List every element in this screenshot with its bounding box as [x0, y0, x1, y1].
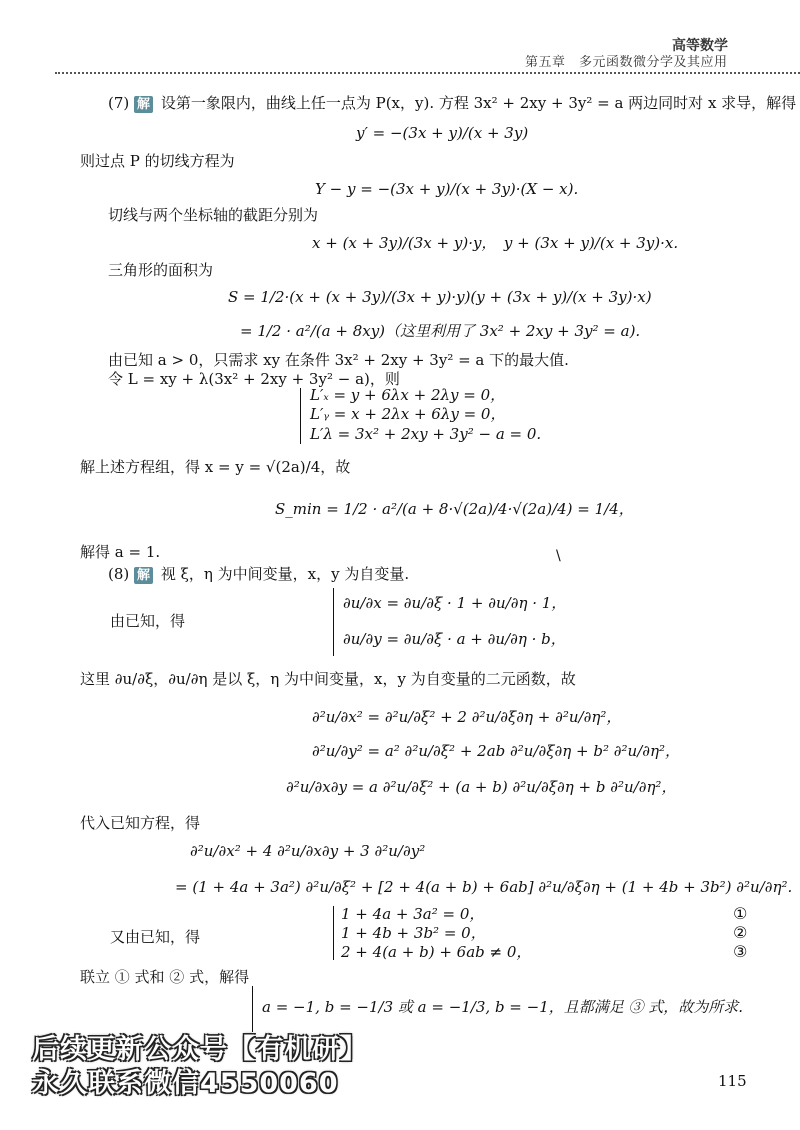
part7-tangent-equation: Y − y = −(3x + y)/(x + 3y)·(X − x). [315, 180, 579, 198]
part8-number: (8) [108, 565, 130, 583]
chapter-title: 第五章 多元函数微分学及其应用 [525, 55, 728, 70]
part7-tangent-intro: 则过点 P 的切线方程为 [80, 152, 235, 170]
part7-system-eq1: L′ₓ = y + 6λx + 2λy = 0， [310, 386, 506, 404]
part8-intro-line [108, 565, 409, 584]
stray-mark: \ [556, 548, 561, 564]
part8-combine: 联立 ① 式和 ② 式，解得 [80, 968, 250, 986]
part8-solution-brace [252, 986, 259, 1032]
header-divider [55, 72, 800, 74]
part7-intercepts-intro: 切线与两个坐标轴的截距分别为 [108, 206, 319, 224]
part8-second-deriv2: ∂²u/∂y² = a² ∂²u/∂ξ² + 2ab ∂²u/∂ξ∂η + b² ∂²u/∂η²， [312, 742, 681, 760]
condition-mark-2: ② [733, 923, 748, 942]
part7-intercepts: x + (x + 3y)/(3x + y)·y， y + (3x + y)/(x + 3y)·x. [312, 234, 679, 252]
part8-known-label: 由已知，得 [110, 612, 186, 630]
part7-system-eq3: L′λ = 3x² + 2xy + 3y² − a = 0. [310, 425, 542, 443]
part7-result: 解得 a = 1. [80, 543, 161, 561]
part8-condition2: 1 + 4b + 3b² = 0， [341, 924, 486, 942]
part8-substitute: 代入已知方程，得 [80, 814, 201, 832]
part8-note: 这里 ∂u/∂ξ，∂u/∂η 是以 ξ，η 为中间变量，x，y 为自变量的二元函数，故 [80, 670, 576, 688]
part7-intro: 设第一象限内，曲线上任一点为 P(x，y). 方程 3x² + 2xy + 3y² = a 两边同时对 x 求导，解得 [160, 94, 797, 112]
page-number: 115 [718, 1072, 747, 1090]
part8-condition1: 1 + 4a + 3a² = 0， [341, 905, 485, 923]
watermark-line1: 后续更新公众号【有机研】 [32, 1034, 368, 1065]
part8-solution: a = −1, b = −1/3 或 a = −1/3, b = −1，且都满足 ③ 式，故为所求. [262, 998, 744, 1016]
part7-system-eq2: L′ᵧ = x + 2λx + 6λy = 0， [310, 405, 506, 423]
part8-combo-line2: = (1 + 4a + 3a²) ∂²u/∂ξ² + [2 + 4(a + b) + 6ab] ∂²u/∂ξ∂η + (1 + 4b + 3b²) ∂²u/∂η². [175, 878, 793, 896]
part8-conditions-brace [333, 906, 340, 960]
part8-intro: 视 ξ，η 为中间变量，x，y 为自变量. [160, 565, 410, 583]
part8-second-deriv3: ∂²u/∂x∂y = a ∂²u/∂ξ² + (a + b) ∂²u/∂ξ∂η + b ∂²u/∂η²， [286, 778, 677, 796]
part7-lagrange: 令 L = xy + λ(3x² + 2xy + 3y² − a)，则 [108, 370, 400, 388]
part7-area-line2: = 1/2 · a²/(a + 8xy)（这里利用了 3x² + 2xy + 3y² = a). [240, 322, 641, 340]
part8-first-eq1: ∂u/∂x = ∂u/∂ξ · 1 + ∂u/∂η · 1， [343, 594, 567, 612]
part8-first-eq2: ∂u/∂y = ∂u/∂ξ · a + ∂u/∂η · b， [343, 630, 566, 648]
part7-area-intro: 三角形的面积为 [108, 261, 214, 279]
part8-second-deriv1: ∂²u/∂x² = ∂²u/∂ξ² + 2 ∂²u/∂ξ∂η + ∂²u/∂η²， [312, 708, 622, 726]
watermark-line2: 永久联系微信4550060 [32, 1068, 339, 1099]
part7-smin: S_min = 1/2 · a²/(a + 8·√(2a)/4·√(2a)/4) = 1/4， [275, 500, 634, 518]
part7-area-line1: S = 1/2·(x + (x + 3y)/(3x + y)·y)(y + (3x + y)/(x + 3y)·x) [228, 288, 652, 306]
part8-combo-line1: ∂²u/∂x² + 4 ∂²u/∂x∂y + 3 ∂²u/∂y² [190, 842, 426, 860]
part7-intro-line [108, 94, 796, 113]
part7-number: (7) [108, 94, 130, 112]
part7-known: 由已知 a > 0，只需求 xy 在条件 3x² + 2xy + 3y² = a 下的最大值. [108, 351, 569, 369]
condition-mark-3: ③ [733, 942, 748, 961]
condition-mark-1: ① [733, 904, 748, 923]
part7-derivative: y′ = −(3x + y)/(x + 3y) [356, 124, 529, 142]
part8-again-label: 又由已知，得 [110, 928, 201, 946]
part7-solve: 解上述方程组，得 x = y = √(2a)/4，故 [80, 458, 351, 476]
book-title: 高等数学 [672, 38, 728, 54]
part7-system-brace [300, 388, 307, 444]
solution-badge-7: 解 [134, 96, 153, 113]
part8-condition3: 2 + 4(a + b) + 6ab ≠ 0， [341, 943, 532, 961]
solution-badge-8: 解 [134, 567, 153, 584]
part8-first-brace [333, 588, 340, 656]
